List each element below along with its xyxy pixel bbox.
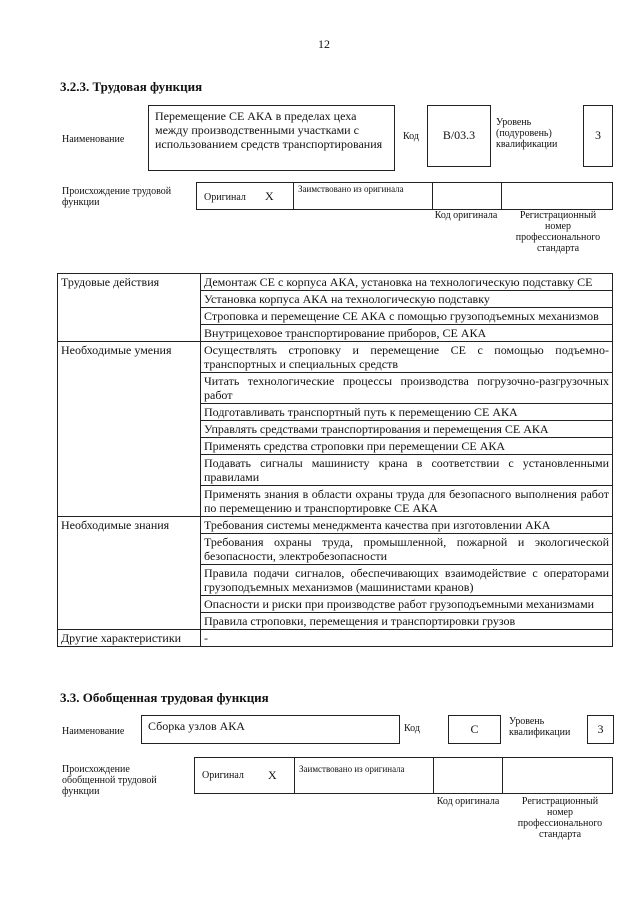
level-label: Уровень (подуровень) квалификации (496, 117, 558, 150)
table-cell: Осуществлять строповку и перемещение СЕ с помощью подъемно-транспортных и специальных средств (201, 342, 613, 373)
table-cell: Управлять средствами транспортирования и перемещения СЕ АКА (201, 421, 613, 438)
code-label: Код (403, 131, 419, 142)
group-label: Необходимые знания (58, 517, 201, 630)
table-row (58, 342, 613, 373)
code-box (427, 105, 491, 167)
section-heading-3-2-3: 3.2.3. Трудовая функция (60, 79, 203, 94)
original-mark-2: X (268, 768, 277, 782)
original-label: Оригинал (204, 192, 246, 203)
page-number: 12 (318, 37, 330, 51)
code-box-2 (448, 715, 501, 744)
generalized-function-name-value: Сборка узлов АКА (148, 719, 245, 733)
function-name-value: Перемещение СЕ АКА в пределах цеха между производственными участками с использованием средств транспортирования (155, 109, 383, 151)
table-cell: Подавать сигналы машинисту крана в соответствии с установленными правилами (201, 455, 613, 486)
divider (433, 758, 434, 793)
code-original-caption: Код оригинала (434, 210, 498, 221)
table-row (58, 517, 613, 534)
origin-row-2 (194, 757, 613, 794)
divider (293, 183, 294, 209)
function-name-box (148, 105, 395, 171)
group-label: Необходимые умения (58, 342, 201, 517)
divider (294, 758, 295, 793)
name-label: Наименование (62, 134, 125, 145)
name-label-2: Наименование (62, 726, 125, 737)
reg-number-caption: Регистрационный номер профессионального стандарта (515, 210, 601, 254)
group-label: Другие характеристики (58, 630, 201, 647)
table-cell: Читать технологические процессы производства погрузочно-разгрузочных работ (201, 373, 613, 404)
table-cell: Требования системы менеджмента качества при изготовлении АКА (201, 517, 613, 534)
divider (432, 183, 433, 209)
origin-label: Происхождение трудовой функции (62, 186, 172, 208)
original-label-2: Оригинал (202, 770, 244, 781)
table-cell: Строповка и перемещение СЕ АКА с помощью грузоподъемных механизмов (201, 308, 613, 325)
borrowed-label: Заимствовано из оригинала (298, 184, 404, 194)
code-value-2: С (470, 722, 479, 736)
level-label-2: Уровень квалификации (509, 716, 571, 738)
level-box (583, 105, 613, 167)
origin-label-2: Происхождение обобщенной трудовой функции (62, 764, 157, 797)
level-box-2 (587, 715, 614, 744)
group-label: Трудовые действия (58, 274, 201, 342)
origin-row (196, 182, 613, 210)
table-cell: Установка корпуса АКА на технологическую подставку (201, 291, 613, 308)
level-value-2: 3 (597, 722, 604, 736)
divider (502, 758, 503, 793)
original-mark: X (265, 189, 274, 203)
reg-number-caption-2: Регистрационный номер профессионального стандарта (517, 796, 603, 840)
table-cell: Подготавливать транспортный путь к перемещению СЕ АКА (201, 404, 613, 421)
table-cell: Правила подачи сигналов, обеспечивающих взаимодействие с операторами грузоподъемных механизмов (машинистами кранов) (201, 565, 613, 596)
code-value: В/03.3 (442, 128, 476, 142)
table-cell: Правила строповки, перемещения и транспортировки грузов (201, 613, 613, 630)
divider (501, 183, 502, 209)
table-cell: Демонтаж СЕ с корпуса АКА, установка на технологическую подставку СЕ (201, 274, 613, 291)
borrowed-label-2: Заимствовано из оригинала (299, 764, 405, 774)
level-value: 3 (595, 128, 601, 142)
labor-function-table (57, 273, 613, 647)
generalized-function-name-box (141, 715, 400, 744)
section-heading-3-3: 3.3. Обобщенная трудовая функция (60, 690, 269, 705)
table-cell: Внутрицеховое транспортирование приборов, СЕ АКА (201, 325, 613, 342)
code-original-caption-2: Код оригинала (436, 796, 500, 807)
table-row (58, 274, 613, 291)
table-cell: - (201, 630, 613, 647)
table-cell: Применять знания в области охраны труда для безопасного выполнения работ по перемещению и транспортировке СЕ АКА (201, 486, 613, 517)
table-cell: Опасности и риски при производстве работ грузоподъемными механизмами (201, 596, 613, 613)
table-cell: Применять средства строповки при перемещении СЕ АКА (201, 438, 613, 455)
table-cell: Требования охраны труда, промышленной, пожарной и экологической безопасности, электробезопасности (201, 534, 613, 565)
code-label-2: Код (404, 723, 420, 734)
table-row (58, 630, 613, 647)
